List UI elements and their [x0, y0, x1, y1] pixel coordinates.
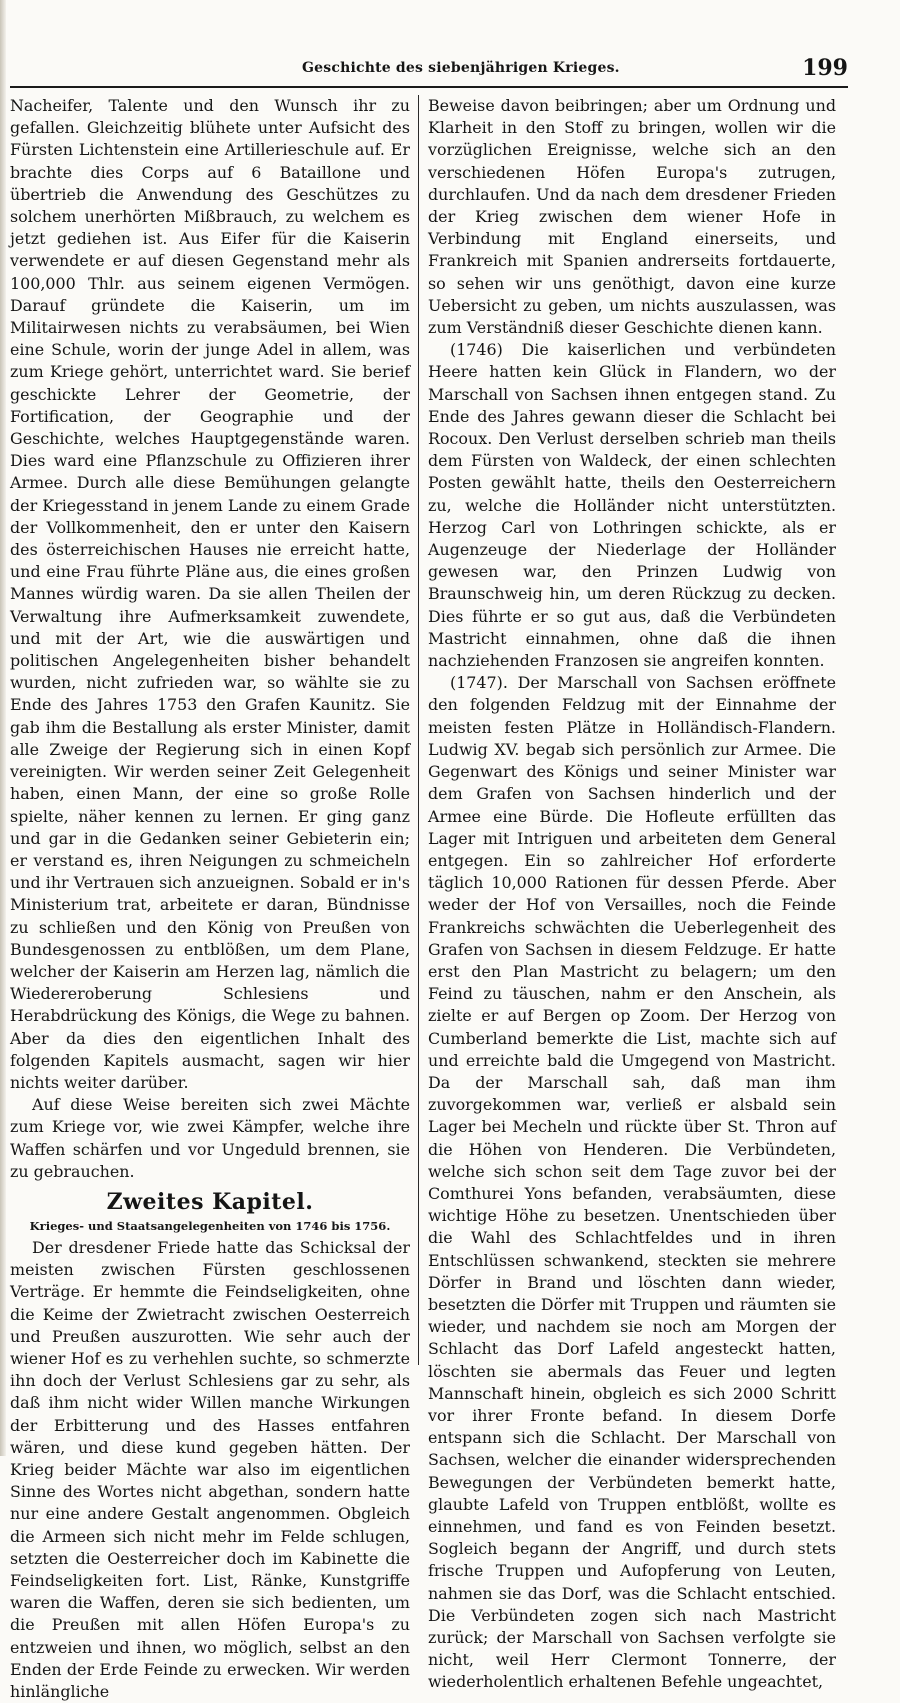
page-header: [10, 50, 848, 88]
running-title: Geschichte des siebenjährigen Krieges.: [302, 60, 620, 76]
paragraph: Auf diese Weise bereiten sich zwei Mächte zum Kriege vor, wie zwei Kämpfer, welche ihre Waffen schärfen und vor Ungeduld brennen, sie zu gebrauchen.: [10, 1095, 410, 1181]
page-edge-shadow: [0, 0, 6, 1456]
chapter-heading: Zweites Kapitel.: [106, 1188, 314, 1215]
column-divider: [418, 95, 419, 1365]
paragraph: Der dresdener Friede hatte das Schicksal der meisten zwischen Fürsten geschlossenen Verträge. Er hemmte die Feindseligkeiten, ohne die Keime der Zwietracht zwischen Oesterreich und Preußen auszurotten. Wie sehr auch der wiener Hof es zu verhehlen suchte, so schmerzte ihn doch der Verlust Schlesiens gar zu sehr, als daß ihm nicht wider Willen manche Wirkungen der Erbitterung und des Hasses entfahren wären, und diese kund gegeben hätten. Der Krieg beider Mächte war also im eigentlichen Sinne des Wortes nicht abgethan, sondern hatte nur eine andere Gestalt angenommen. Obgleich die Armeen sich nicht mehr im Felde schlugen, setzten die Oesterreicher doch im Kabinette die Feindseligkeiten fort. List, Ränke, Kunstgriffe waren die Waffen, deren sie sich bedienten, um die Preußen mit allen Höfen Europa's zu entzweien und ihnen, wo möglich, selbst an den Enden der Erde Feinde zu erwecken. Wir werden hinlängliche: [10, 1237, 410, 1702]
chapter-subtitle: Krieges- und Staatsangelegenheiten von 1746 bis 1756.: [29, 1218, 391, 1233]
page-number: 199: [802, 55, 848, 81]
right-column: [428, 95, 836, 1694]
paragraph: Nacheifer, Talente und den Wunsch ihr zu gefallen. Gleichzeitig blühete unter Aufsicht des Fürsten Lichtenstein eine Artillerieschule auf. Er brachte dies Corps auf 6 Bataillone und übertrieb die Anwendung des Geschützes zu solchem unerhörten Mißbrauch, zu welchem es jetzt gediehen ist. Aus Eifer für die Kaiserin verwendete er auf diesen Gegenstand mehr als 100,000 Thlr. aus seinem eigenen Vermögen. Darauf gründete die Kaiserin, um im Militairwesen nichts zu verabsäumen, bei Wien eine Schule, worin der junge Adel in allem, was zum Kriege gehört, unterrichtet ward. Sie berief geschickte Lehrer der Geometrie, der Fortification, der Geographie und der Geschichte, welches Hauptgegenstände waren. Dies ward eine Pflanzschule zu Offizieren ihrer Armee. Durch alle diese Bemühungen gelangte der Kriegesstand in jenem Lande zu einem Grade der Vollkommenheit, den er unter den Kaisern des österreichischen Hauses nie erreicht hatte, und eine Frau führte Pläne aus, die eines großen Mannes würdig waren. Da sie allen Theilen der Verwaltung ihre Aufmerksamkeit zuwendete, und mit der Art, wie die auswärtigen und politischen Angelegenheiten bisher behandelt wurden, nicht zufrieden war, so wählte sie zu Ende des Jahres 1753 den Grafen Kaunitz. Sie gab ihm die Bestallung als erster Minister, damit alle Zweige der Regierung sich in einen Kopf vereinigten. Wir werden seiner Zeit Gelegenheit haben, einen Mann, der eine so große Rolle spielte, näher kennen zu lernen. Er ging ganz und gar in die Gedanken seiner Gebieterin ein; er verstand es, ihren Neigungen zu schmeicheln und ihr Vertrauen sich anzueignen. Sobald er in's Ministerium trat, arbeitete er daran, Bündnisse zu schließen und den König von Preußen von Bundesgenossen zu entblößen, um dem Plane, welcher der Kaiserin am Herzen lag, nämlich die Wiedereroberung Schlesiens und Herabdrückung des Königs, die Wege zu bahnen. Aber da dies den eigentlichen Inhalt des folgenden Kapitels ausmacht, sagen wir hier nichts weiter darüber.: [10, 96, 410, 1092]
paragraph: (1747). Der Marschall von Sachsen eröffnete den folgenden Feldzug mit der Einnahme der meisten festen Plätze in Holländisch-Flandern. Ludwig XV. begab sich persönlich zur Armee. Die Gegenwart des Königs und seiner Minister war dem Grafen von Sachsen hinderlich und der Armee eine Bürde. Die Hofleute erfüllten das Lager mit Intriguen und arbeiteten dem General entgegen. Ein so zahlreicher Hof erforderte täglich 10,000 Rationen für dessen Pferde. Aber weder der Hof von Versailles, noch die Feinde Frankreichs schwächten die Ueberlegenheit des Grafen von Sachsen in diesem Feldzuge. Er hatte erst den Plan Mastricht zu belagern; um den Feind zu täuschen, nahm er den Anschein, als zielte er auf Bergen op Zoom. Der Herzog von Cumberland bemerkte die List, machte sich auf und erreichte bald die Umgegend von Mastricht. Da der Marschall sah, daß man ihm zuvorgekommen war, verließ er alsbald sein Lager bei Mecheln und rückte über St. Thron auf die Höhen von Henderen. Die Verbündeten, welche sich schon seit dem Tage zuvor bei der Comthurei Yons befanden, verabsäumten, diese wichtige Höhe zu besetzen. Unentschieden über die Wahl des Schlachtfeldes und in ihren Entschlüssen schwankend, steckten sie mehrere Dörfer in Brand und löschten dann wieder, besetzten die Dörfer mit Truppen und räumten sie wieder, und nachdem sie noch am Morgen der Schlacht das Dorf Lafeld angesteckt hatten, löschten sie abermals das Feuer und legten Mannschaft hinein, obgleich es sich 2000 Schritt vor ihrer Fronte befand. In diesem Dorfe entspann sich die Schlacht. Der Marschall von Sachsen, welcher die einander widersprechenden Bewegungen der Verbündeten bemerkt hatte, glaubte Lafeld von Truppen entblößt, wollte es einnehmen, und fand es von Feinden besetzt. Sogleich begann der Angriff, und durch stets frische Truppen und Aufopferung von Leuten, nahmen sie das Dorf, was die Schlacht entschied. Die Verbündeten zogen sich nach Mastricht zurück; der Marschall von Sachsen verfolgte sie nicht, weil Herr Clermont Tonnerre, der wiederholentlich erhaltenen Befehle ungeachtet,: [428, 673, 836, 1692]
paragraph: Beweise davon beibringen; aber um Ordnung und Klarheit in den Stoff zu bringen, wollen wir die vorzüglichen Ereignisse, welche sich an den verschiedenen Höfen Europa's zutrugen, durchlaufen. Und da nach dem dresdener Frieden der Krieg zwischen dem wiener Hofe in Verbindung mit England einerseits, und Frankreich mit Spanien andrerseits fortdauerte, so sehen wir uns genöthigt, davon eine kurze Uebersicht zu geben, um nichts auszulassen, was zum Verständniß dieser Geschichte dienen kann.: [428, 96, 836, 338]
paragraph: (1746) Die kaiserlichen und verbündeten Heere hatten kein Glück in Flandern, wo der Marschall von Sachsen ihnen entgegen stand. Zu Ende des Jahres gewann dieser die Schlacht bei Rocoux. Den Verlust derselben schrieb man theils dem Fürsten von Waldeck, der einen schlechten Posten gewählt hatte, theils den Oesterreichern zu, welche die Holländer nicht unterstützten. Herzog Carl von Lothringen schickte, als er Augenzeuge der Niederlage der Holländer gewesen war, den Prinzen Ludwig von Braunschweig hin, um deren Rückzug zu decken. Dies führte er so gut aus, daß die Verbündeten Mastricht einnahmen, ohne daß die ihnen nachziehenden Franzosen sie angreifen konnten.: [428, 340, 836, 671]
left-column: [10, 95, 410, 1703]
